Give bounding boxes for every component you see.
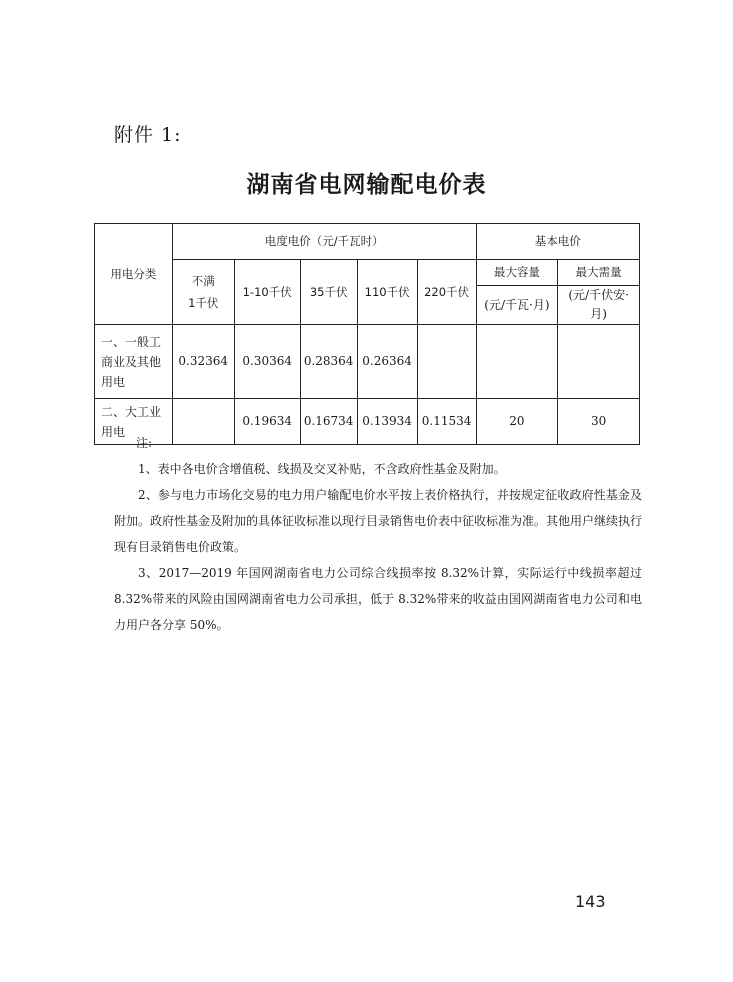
row-category: 二、大工业 用电	[95, 399, 173, 445]
notes-label: 注:	[136, 436, 153, 450]
note-item: 2、参与电力市场化交易的电力用户输配电价水平按上表价格执行，并按规定征收政府性基金及附加。政府性基金及附加的具体征收标准以现行目录销售电价表中征收标准为准。其他用户继续执行现有目录销售电价政策。	[114, 488, 643, 554]
table-cell: 0.30364	[234, 325, 300, 399]
note-item: 1、表中各电价含增值税、线损及交叉补贴，不含政府性基金及附加。	[138, 462, 506, 476]
table-cell	[558, 325, 640, 399]
max-capacity-header: 最大容量	[476, 260, 558, 286]
voltage-35kv: 35千伏	[300, 260, 357, 325]
table-cell: 0.32364	[172, 325, 234, 399]
notes-section	[114, 430, 642, 638]
voltage-below-1kv: 不满 1千伏	[172, 260, 234, 325]
basic-price-header: 基本电价	[476, 224, 639, 260]
page-number: 143	[575, 892, 606, 911]
energy-price-header: 电度电价（元/千瓦时）	[172, 224, 476, 260]
table-cell: 0.11534	[417, 399, 476, 445]
table-row	[95, 325, 640, 399]
voltage-220kv: 220千伏	[417, 260, 476, 325]
category-header: 用电分类	[95, 224, 173, 325]
table-cell: 0.28364	[300, 325, 357, 399]
note-item: 3、2017—2019 年国网湖南省电力公司综合线损率按 8.32%计算，实际运行中线损率超过 8.32%带来的风险由国网湖南省电力公司承担，低于 8.32%带来的收益由国网湖南省电力公司和电力用户各分享 50%。	[114, 566, 642, 632]
table-cell	[476, 325, 558, 399]
voltage-1-10kv: 1-10千伏	[234, 260, 300, 325]
max-demand-header: 最大需量	[558, 260, 640, 286]
max-capacity-unit: (元/千瓦·月)	[476, 286, 558, 325]
tariff-table	[94, 223, 640, 445]
document-title: 湖南省电网输配电价表	[246, 172, 487, 198]
max-demand-unit: (元/千伏安·月)	[558, 286, 640, 325]
attachment-label: 附件 1:	[114, 124, 182, 146]
table-cell: 0.13934	[357, 399, 417, 445]
table-cell: 20	[476, 399, 558, 445]
voltage-110kv: 110千伏	[357, 260, 417, 325]
table-cell	[417, 325, 476, 399]
row-category: 一、一般工 商业及其他 用电	[95, 325, 173, 399]
table-cell: 0.19634	[234, 399, 300, 445]
table-cell: 0.16734	[300, 399, 357, 445]
table-cell: 30	[558, 399, 640, 445]
table-cell: 0.26364	[357, 325, 417, 399]
